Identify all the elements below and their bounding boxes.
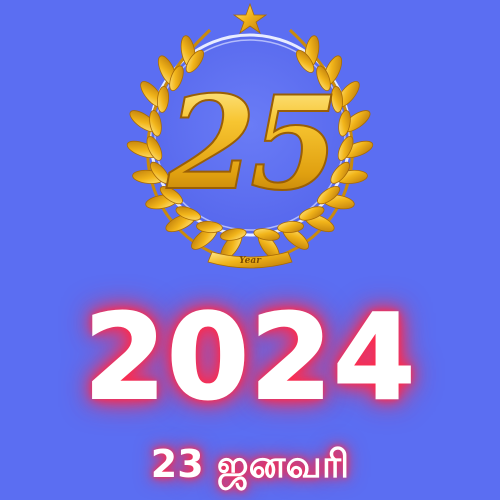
anniversary-emblem [100,0,400,280]
date-month: ஜனவரி [216,442,350,486]
emblem-ribbon-text: Year [239,256,261,266]
emblem-number: 25 [166,69,334,219]
date-line [0,440,500,488]
headline-year: 2024 [83,288,417,426]
star-icon [234,4,266,33]
date-day: 23 [150,442,204,486]
